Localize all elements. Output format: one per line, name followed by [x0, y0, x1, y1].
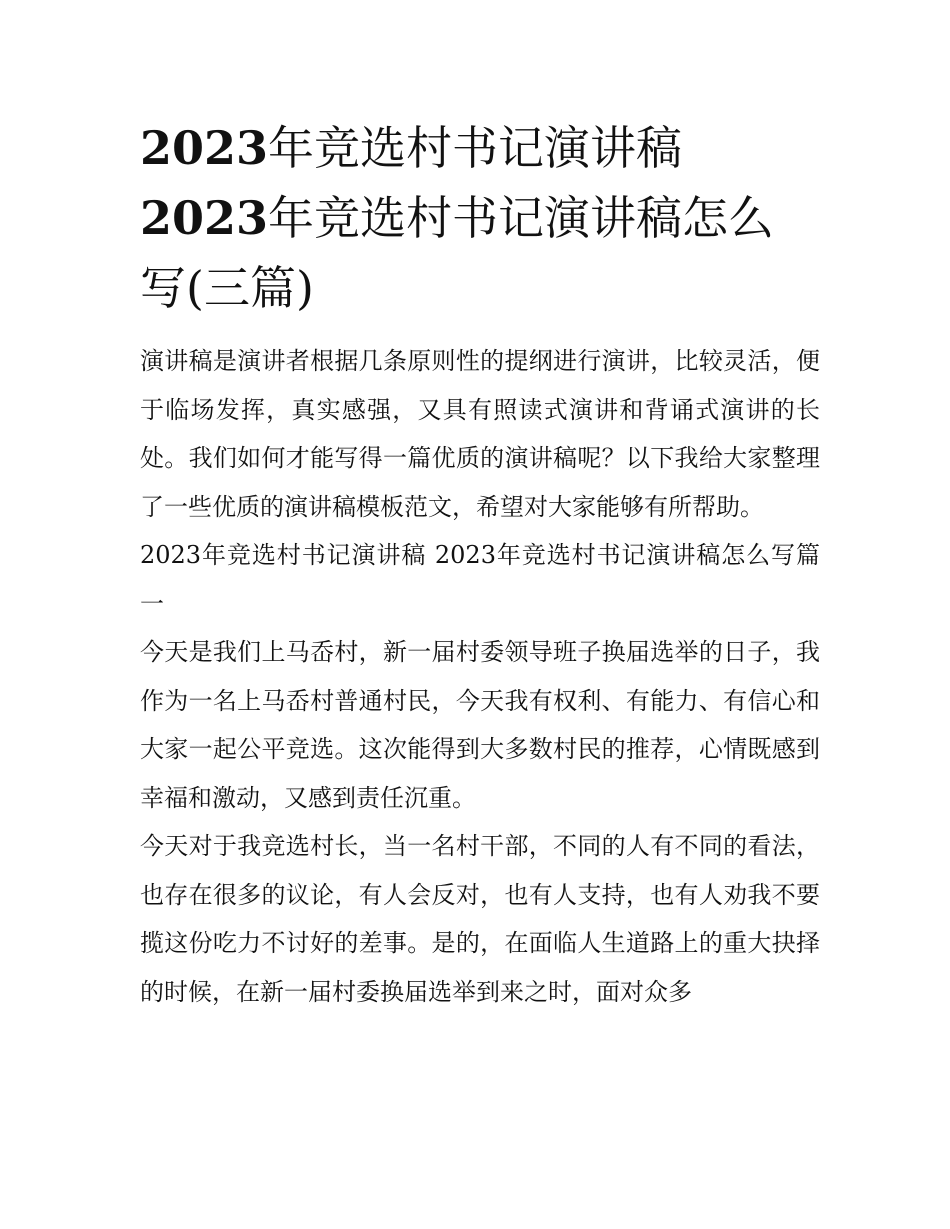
intro-paragraph: 演讲稿是演讲者根据几条原则性的提纲进行演讲，比较灵活，便于临场发挥，真实感强，又具有照读式演讲和背诵式演讲的长处。我们如何才能写得一篇优质的演讲稿呢？以下我给大家整理了一些优质的演讲稿模板范文，希望对大家能够有所帮助。 — [140, 347, 820, 521]
title-line-1 — [140, 113, 820, 183]
body-paragraph: 今天是我们上马岙村，新一届村委领导班子换届选举的日子，我作为一名上马岙村普通村民，今天我有权利、有能力、有信心和大家一起公平竞选。这次能得到大多数村民的推荐，心情既感到幸福和激动，又感到责任沉重。 — [140, 638, 820, 812]
body-paragraph: 今天对于我竞选村长，当一名村干部，不同的人有不同的看法，也存在很多的议论，有人会反对，也有人支持，也有人劝我不要揽这份吃力不讨好的差事。是的，在面临人生道路上的重大抉择的时候，在新一届村委换届选举到来之时，面对众多 — [140, 832, 820, 1006]
title-line-2 — [140, 183, 820, 323]
section-heading: 2023年竞选村书记演讲稿 2023年竞选村书记演讲稿怎么写篇一 — [140, 541, 820, 618]
title-text: 年竞选村书记演讲稿怎么写(三篇) — [140, 191, 775, 315]
document-page — [140, 113, 820, 1016]
title-year: 2023 — [140, 191, 269, 245]
title-year: 2023 — [140, 121, 269, 175]
document-body — [140, 337, 820, 1016]
title-text: 年竞选村书记演讲稿 — [268, 121, 683, 175]
document-title — [140, 113, 820, 323]
